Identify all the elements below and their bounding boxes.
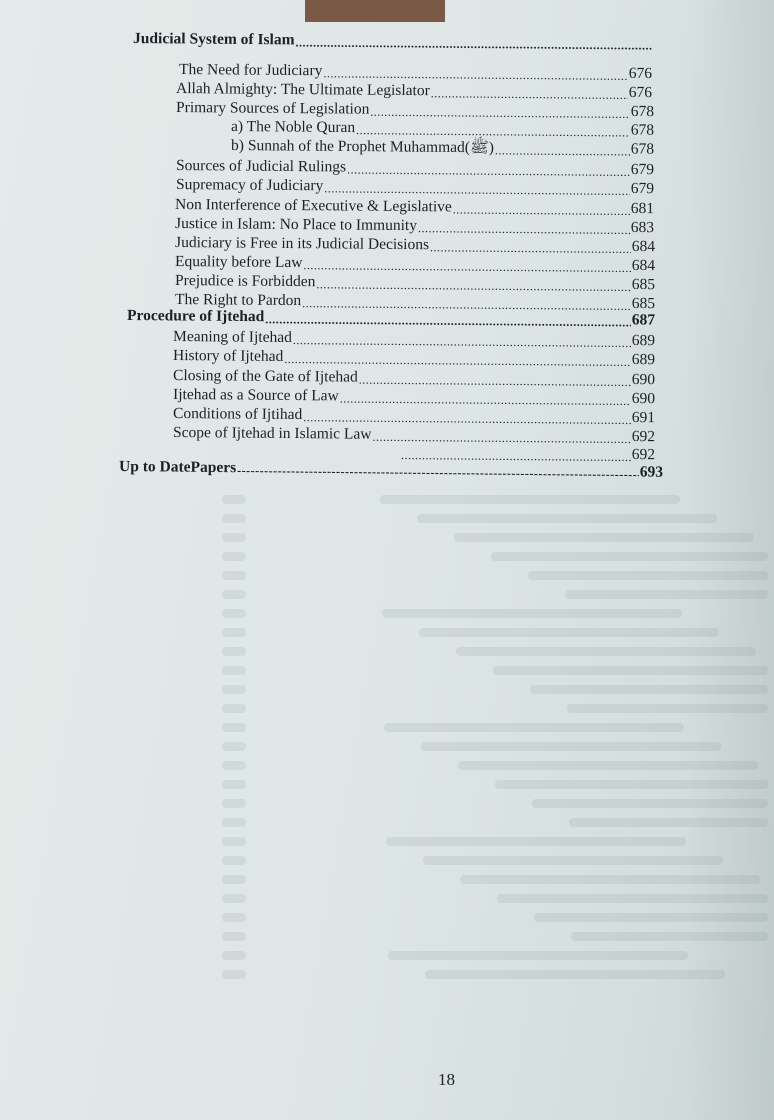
toc-entry-page: 692: [631, 428, 656, 446]
toc-entry-title: Justice in Islam: No Place to Immunity: [175, 215, 418, 235]
toc-entry-page: 693: [639, 463, 664, 481]
toc-entry-page: 692: [631, 446, 656, 464]
toc-entry-page: 685: [631, 294, 656, 313]
toc-entry-page: 678: [630, 140, 655, 158]
toc-entry-title: Scope of Ijtehad in Islamic Law: [173, 424, 372, 443]
toc-entry-page: 678: [630, 102, 655, 121]
toc-entry-title: b) Sunnah of the Prophet Muhammad(ﷺ): [231, 137, 494, 157]
toc-entry-page: 678: [630, 121, 655, 139]
toc-entry-page: 679: [630, 179, 655, 198]
toc-entry-page: 679: [630, 160, 655, 179]
toc-entry-page: 681: [630, 199, 655, 218]
toc-entry-title: Conditions of Ijtihad: [173, 405, 303, 424]
toc-entry: [133, 28, 652, 53]
toc-entry-page: 689: [631, 332, 656, 350]
toc-leader-dots: [495, 143, 630, 158]
page-number: 18: [438, 1070, 455, 1089]
toc-entry-page: 690: [631, 371, 656, 389]
toc-entry-title: Closing of the Gate of Ijtehad: [173, 367, 358, 386]
toc-entry-title: Allah Almighty: The Ultimate Legislator: [176, 80, 430, 100]
toc-entry-title: The Right to Pardon: [175, 291, 302, 310]
toc-entry-title: a) The Noble Quran: [231, 118, 356, 137]
toc-entry-page: 676: [628, 64, 653, 83]
toc-entry-title: Up to DatePapers: [119, 458, 237, 477]
toc-entry-page: 689: [631, 351, 656, 369]
toc-entry: [119, 456, 663, 482]
toc-entry-title: Procedure of Ijtehad: [127, 307, 265, 326]
toc-entry-title: History of Ijtehad: [173, 347, 284, 365]
toc-entry-page: 685: [631, 275, 656, 294]
toc-entry-page: 690: [631, 390, 656, 408]
toc-entry-title: Meaning of Ijtehad: [173, 328, 292, 347]
toc-entry-title: Ijtehad as a Source of Law: [173, 386, 339, 405]
toc-entry-title: Supremacy of Judiciary: [176, 176, 324, 195]
toc-entry-title: Equality before Law: [175, 253, 303, 272]
toc-entry-title: Primary Sources of Legislation: [176, 99, 370, 118]
toc-entry-title: Judiciary is Free in its Judicial Decisions: [175, 234, 430, 254]
toc-leader-dots: [295, 35, 652, 52]
toc-entry-title: Non Interference of Executive & Legislative: [175, 196, 452, 216]
toc-entry-page: 691: [631, 409, 656, 427]
toc-entry-page: 687: [631, 311, 656, 329]
toc-entry-page: 676: [628, 83, 653, 102]
toc-entry-page: 684: [631, 256, 656, 275]
toc-entry-title: The Need for Judiciary: [179, 61, 323, 80]
toc-entry-title: Judicial System of Islam: [133, 30, 295, 49]
toc-entry-title: Prejudice is Forbidden: [175, 272, 316, 291]
toc-leader-dots: [237, 463, 639, 481]
toc-entry-title: Sources of Judicial Rulings: [176, 157, 347, 176]
toc-entry-page: 683: [630, 218, 655, 237]
toc-entry-page: 684: [631, 237, 656, 256]
